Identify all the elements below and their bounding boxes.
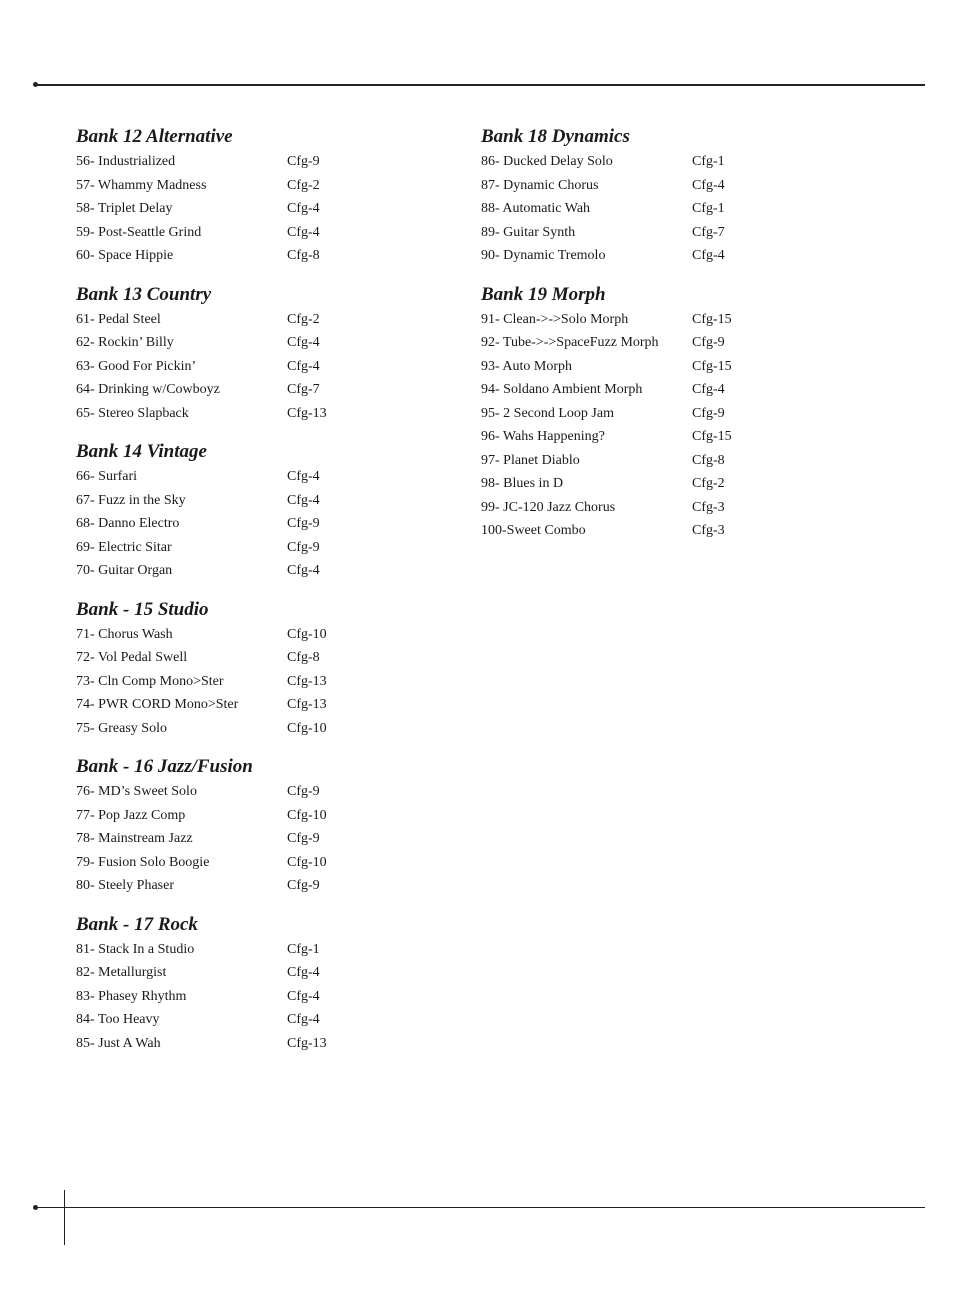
preset-config: Cfg-3 <box>692 523 725 538</box>
preset-config: Cfg-9 <box>287 154 320 169</box>
preset-config: Cfg-2 <box>287 177 320 193</box>
preset-row <box>76 780 456 804</box>
preset-row <box>76 489 456 513</box>
bank-section <box>76 754 456 898</box>
top-rule <box>36 84 925 86</box>
bank-section <box>76 439 456 583</box>
bottom-rule <box>36 1207 925 1208</box>
preset-name: 75- Greasy Solo <box>76 720 167 736</box>
preset-row <box>481 331 861 355</box>
preset-name: 93- Auto Morph <box>481 358 572 374</box>
preset-config: Cfg-10 <box>287 807 327 823</box>
preset-row <box>481 244 861 268</box>
preset-name: 99- JC-120 Jazz Chorus <box>481 499 616 515</box>
preset-config: Cfg-9 <box>692 405 725 421</box>
preset-row <box>481 308 861 332</box>
preset-row <box>76 465 456 489</box>
preset-config: Cfg-9 <box>287 516 320 531</box>
preset-name: 65- Stereo Slapback <box>76 405 189 421</box>
preset-config: Cfg-10 <box>287 720 327 736</box>
bank-section <box>76 282 456 426</box>
right-column <box>481 124 861 557</box>
preset-name: 63- Good For Pickin’ <box>76 358 197 374</box>
preset-name: 92- Tube->->SpaceFuzz Morph <box>481 335 659 350</box>
preset-name: 87- Dynamic Chorus <box>481 177 599 193</box>
preset-config: Cfg-4 <box>287 224 320 240</box>
preset-config: Cfg-3 <box>692 499 725 515</box>
preset-row <box>76 985 456 1009</box>
preset-row <box>76 938 456 962</box>
preset-name: 64- Drinking w/Cowboyz <box>76 382 220 397</box>
preset-name: 57- Whammy Madness <box>76 177 207 193</box>
preset-config: Cfg-4 <box>287 988 320 1004</box>
preset-config: Cfg-10 <box>287 854 327 870</box>
preset-row <box>481 472 861 496</box>
preset-config: Cfg-4 <box>287 1012 320 1027</box>
preset-row <box>76 536 456 560</box>
preset-config: Cfg-8 <box>692 452 725 468</box>
preset-config: Cfg-9 <box>287 831 320 846</box>
preset-config: Cfg-4 <box>692 382 725 397</box>
preset-name: 61- Pedal Steel <box>76 311 161 327</box>
preset-row <box>76 378 456 402</box>
preset-config: Cfg-4 <box>287 492 320 508</box>
preset-name: 62- Rockin’ Billy <box>76 335 174 350</box>
preset-config: Cfg-8 <box>287 248 320 263</box>
preset-config: Cfg-2 <box>287 311 320 327</box>
preset-row <box>481 174 861 198</box>
preset-config: Cfg-4 <box>287 965 320 980</box>
preset-config: Cfg-13 <box>287 697 327 712</box>
preset-row <box>76 512 456 536</box>
preset-row <box>76 355 456 379</box>
preset-name: 60- Space Hippie <box>76 248 174 263</box>
preset-row <box>481 402 861 426</box>
preset-name: 72- Vol Pedal Swell <box>76 650 188 665</box>
preset-config: Cfg-9 <box>692 335 725 350</box>
preset-config: Cfg-4 <box>287 201 320 216</box>
preset-name: 88- Automatic Wah <box>481 201 591 216</box>
preset-config: Cfg-1 <box>692 201 725 216</box>
preset-name: 94- Soldano Ambient Morph <box>481 382 643 397</box>
preset-config: Cfg-15 <box>692 429 732 444</box>
preset-config: Cfg-7 <box>692 224 725 240</box>
preset-row <box>76 174 456 198</box>
preset-row <box>481 425 861 449</box>
preset-row <box>76 1032 456 1056</box>
preset-config: Cfg-1 <box>287 941 320 957</box>
preset-row <box>76 150 456 174</box>
preset-row <box>481 221 861 245</box>
preset-config: Cfg-10 <box>287 626 327 642</box>
preset-name: 98- Blues in D <box>481 476 564 491</box>
bottom-rule-dot <box>33 1205 38 1210</box>
bank-title: Bank 19 Morph <box>481 283 606 305</box>
preset-config: Cfg-7 <box>287 382 320 397</box>
preset-row <box>76 623 456 647</box>
preset-row <box>76 717 456 741</box>
preset-row <box>76 961 456 985</box>
preset-name: 81- Stack In a Studio <box>76 941 195 957</box>
bank-title: Bank 12 Alternative <box>76 126 233 147</box>
bank-title: Bank - 15 Studio <box>76 598 209 620</box>
preset-row <box>481 150 861 174</box>
crop-mark-line <box>64 1190 65 1245</box>
preset-row <box>76 221 456 245</box>
preset-row <box>76 670 456 694</box>
preset-config: Cfg-13 <box>287 673 327 689</box>
preset-row <box>76 827 456 851</box>
preset-name: 71- Chorus Wash <box>76 626 173 642</box>
preset-name: 69- Electric Sitar <box>76 539 172 555</box>
preset-name: 68- Danno Electro <box>76 516 180 531</box>
preset-row <box>76 804 456 828</box>
preset-name: 96- Wahs Happening? <box>481 429 605 444</box>
preset-name: 59- Post-Seattle Grind <box>76 224 202 240</box>
preset-config: Cfg-4 <box>287 469 320 484</box>
preset-name: 84- Too Heavy <box>76 1012 160 1027</box>
preset-row <box>481 378 861 402</box>
preset-name: 100-Sweet Combo <box>481 523 586 538</box>
preset-config: Cfg-13 <box>287 405 327 421</box>
bank-section <box>76 597 456 741</box>
preset-name: 82- Metallurgist <box>76 965 167 980</box>
bank-title: Bank 18 Dynamics <box>481 126 630 147</box>
preset-name: 74- PWR CORD Mono>Ster <box>76 697 239 712</box>
preset-name: 70- Guitar Organ <box>76 563 173 578</box>
bank-title: Bank 14 Vintage <box>76 441 207 462</box>
preset-row <box>76 331 456 355</box>
preset-config: Cfg-15 <box>692 358 732 374</box>
preset-row <box>481 449 861 473</box>
left-column <box>76 124 456 1069</box>
preset-row <box>481 197 861 221</box>
preset-config: Cfg-9 <box>287 784 320 799</box>
preset-name: 80- Steely Phaser <box>76 878 174 893</box>
preset-config: Cfg-15 <box>692 311 732 327</box>
preset-row <box>76 1008 456 1032</box>
preset-config: Cfg-4 <box>287 358 320 374</box>
bank-section <box>76 912 456 1056</box>
preset-config: Cfg-4 <box>692 177 725 193</box>
preset-config: Cfg-9 <box>287 539 320 555</box>
preset-name: 76- MD’s Sweet Solo <box>76 784 197 799</box>
bank-section <box>481 282 861 543</box>
preset-config: Cfg-4 <box>692 248 725 263</box>
preset-name: 85- Just A Wah <box>76 1035 161 1051</box>
preset-name: 97- Planet Diablo <box>481 452 580 468</box>
preset-name: 73- Cln Comp Mono>Ster <box>76 673 224 689</box>
bank-title: Bank - 17 Rock <box>76 913 198 935</box>
bank-title: Bank 13 Country <box>76 283 212 305</box>
preset-name: 56- Industrialized <box>76 154 176 169</box>
bank-section <box>481 124 861 268</box>
preset-config: Cfg-9 <box>287 878 320 893</box>
preset-row <box>481 519 861 543</box>
preset-config: Cfg-4 <box>287 335 320 350</box>
preset-config: Cfg-8 <box>287 650 320 665</box>
preset-name: 90- Dynamic Tremolo <box>481 248 606 263</box>
preset-row <box>481 496 861 520</box>
preset-row <box>76 646 456 670</box>
preset-row <box>76 244 456 268</box>
preset-name: 89- Guitar Synth <box>481 224 576 240</box>
preset-name: 77- Pop Jazz Comp <box>76 807 186 823</box>
preset-config: Cfg-13 <box>287 1035 327 1051</box>
preset-row <box>76 197 456 221</box>
preset-name: 86- Ducked Delay Solo <box>481 154 613 169</box>
preset-row <box>76 874 456 898</box>
preset-name: 91- Clean->->Solo Morph <box>481 311 629 327</box>
bank-title: Bank - 16 Jazz/Fusion <box>76 756 253 777</box>
preset-row <box>76 402 456 426</box>
top-rule-dot <box>33 82 38 87</box>
preset-name: 95- 2 Second Loop Jam <box>481 405 614 421</box>
preset-name: 58- Triplet Delay <box>76 201 173 216</box>
preset-row <box>76 559 456 583</box>
preset-name: 67- Fuzz in the Sky <box>76 492 186 508</box>
preset-name: 79- Fusion Solo Boogie <box>76 854 210 870</box>
preset-row <box>76 308 456 332</box>
preset-config: Cfg-2 <box>692 476 725 491</box>
preset-name: 66- Surfari <box>76 469 138 484</box>
preset-row <box>481 355 861 379</box>
preset-name: 83- Phasey Rhythm <box>76 988 187 1004</box>
preset-config: Cfg-4 <box>287 563 320 578</box>
preset-name: 78- Mainstream Jazz <box>76 831 193 846</box>
preset-row <box>76 851 456 875</box>
preset-row <box>76 693 456 717</box>
preset-config: Cfg-1 <box>692 154 725 169</box>
bank-section <box>76 124 456 268</box>
